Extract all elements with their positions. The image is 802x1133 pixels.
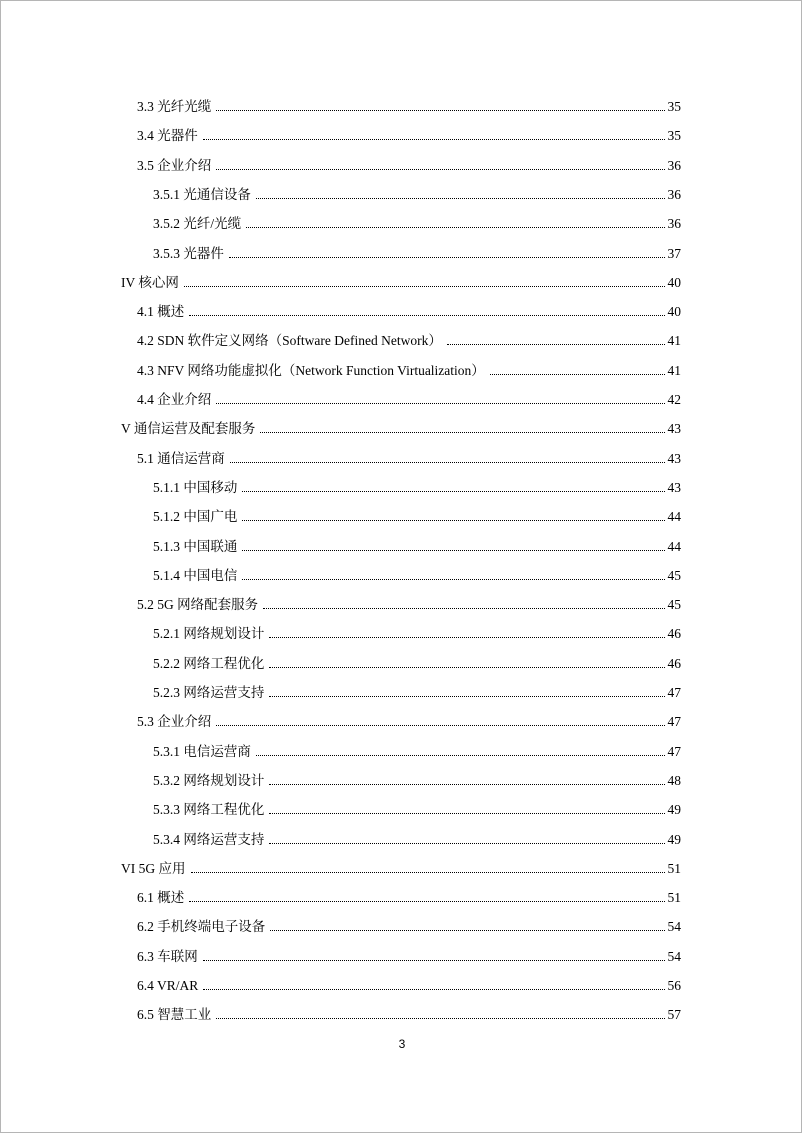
- toc-entry[interactable]: [153, 213, 681, 235]
- toc-entry-title: 5.2.3 网络运营支持: [153, 685, 265, 700]
- toc-entry-page-number: 47: [667, 685, 681, 700]
- toc-entry-title: 5.2.2 网络工程优化: [153, 655, 265, 671]
- toc-dot-leader: [216, 168, 664, 170]
- toc-entry[interactable]: [153, 506, 681, 528]
- toc-entry-title: 4.2 SDN 软件定义网络（Software Defined Network）: [137, 333, 442, 349]
- toc-entry[interactable]: [137, 301, 681, 323]
- toc-entry[interactable]: [137, 594, 681, 616]
- toc-entry-page-number: 37: [667, 245, 681, 261]
- toc-entry-page-number: 40: [667, 304, 681, 320]
- toc-entry-page-number: 35: [667, 99, 681, 114]
- toc-entry[interactable]: [153, 799, 681, 821]
- toc-entry-title: V 通信运营及配套服务: [121, 421, 256, 437]
- toc-entry[interactable]: [137, 711, 681, 733]
- toc-dot-leader: [242, 578, 664, 580]
- toc-entry[interactable]: [121, 418, 681, 440]
- toc-dot-leader: [242, 549, 664, 551]
- toc-entry[interactable]: [137, 330, 681, 352]
- toc-dot-leader: [242, 519, 664, 521]
- toc-dot-leader: [269, 783, 664, 785]
- toc-dot-leader: [189, 900, 664, 902]
- toc-entry-page-number: 51: [667, 860, 681, 876]
- toc-entry-title: 5.1 通信运营商: [137, 450, 225, 466]
- toc-dot-leader: [203, 988, 664, 990]
- toc-entry-page-number: 51: [667, 890, 681, 906]
- toc-entry-title: 4.3 NFV 网络功能虚拟化（Network Function Virtualization）: [137, 362, 485, 378]
- toc-entry-title: 5.3.1 电信运营商: [153, 743, 251, 759]
- toc-dot-leader: [203, 138, 665, 140]
- toc-entry-title: 5.1.4 中国电信: [153, 567, 238, 583]
- toc-entry-title: 5.1.3 中国联通: [153, 538, 238, 554]
- toc-entry[interactable]: [153, 565, 681, 587]
- toc-entry[interactable]: [137, 946, 681, 968]
- toc-entry-title: 5.2 5G 网络配套服务: [137, 597, 259, 613]
- toc-entry-page-number: 54: [667, 919, 681, 935]
- toc-dot-leader: [269, 666, 664, 668]
- toc-entry[interactable]: [137, 360, 681, 382]
- toc-entry-page-number: 49: [667, 831, 681, 847]
- toc-dot-leader: [242, 490, 664, 492]
- toc-dot-leader: [270, 929, 664, 931]
- toc-dot-leader: [216, 402, 664, 404]
- toc-entry[interactable]: [137, 389, 681, 411]
- toc-entry-title: 3.5.1 光通信设备: [153, 186, 251, 202]
- toc-entry-page-number: 36: [667, 157, 681, 173]
- toc-entry[interactable]: [153, 243, 681, 265]
- toc-entry-title: 6.1 概述: [137, 890, 185, 906]
- toc-entry-page-number: 56: [667, 978, 681, 993]
- toc-entry[interactable]: [121, 858, 681, 880]
- toc-dot-leader: [230, 461, 665, 463]
- toc-entry-title: 5.2.1 网络规划设计: [153, 626, 265, 642]
- toc-entry-page-number: 45: [667, 567, 681, 583]
- toc-entry[interactable]: [153, 682, 681, 704]
- toc-dot-leader: [269, 812, 664, 814]
- toc-entry[interactable]: [137, 155, 681, 177]
- toc-entry-page-number: 42: [667, 392, 681, 407]
- toc-entry-title: 3.5.2 光纤/光缆: [153, 216, 242, 232]
- toc-entry-page-number: 48: [667, 772, 681, 788]
- toc-dot-leader: [256, 754, 665, 756]
- toc-entry[interactable]: [153, 477, 681, 499]
- toc-entry-title: 4.4 企业介绍: [137, 392, 212, 407]
- toc-entry-page-number: 44: [667, 509, 681, 525]
- toc-entry[interactable]: [153, 829, 681, 851]
- toc-dot-leader: [263, 607, 664, 609]
- toc-entry-title: IV 核心网: [121, 274, 179, 290]
- toc-entry[interactable]: [137, 916, 681, 938]
- toc-entry-page-number: 46: [667, 626, 681, 642]
- toc-entry-title: 5.3.3 网络工程优化: [153, 802, 265, 818]
- toc-dot-leader: [191, 871, 665, 873]
- toc-entry-page-number: 46: [667, 655, 681, 671]
- toc-entry[interactable]: [153, 653, 681, 675]
- toc-dot-leader: [189, 314, 664, 316]
- toc-entry-page-number: 36: [667, 186, 681, 202]
- toc-entry[interactable]: [153, 623, 681, 645]
- toc-entry-page-number: 57: [667, 1007, 681, 1023]
- toc-entry[interactable]: [153, 536, 681, 558]
- toc-entry-title: 3.4 光器件: [137, 128, 198, 144]
- toc-entry-page-number: 54: [667, 948, 681, 964]
- toc-entry-page-number: 36: [667, 216, 681, 232]
- toc-dot-leader: [229, 256, 665, 258]
- toc-entry-title: 5.3.4 网络运营支持: [153, 831, 265, 847]
- toc-dot-leader: [246, 226, 664, 228]
- toc-entry-title: 6.4 VR/AR: [137, 978, 199, 993]
- toc-dot-leader: [269, 842, 664, 844]
- toc-entry-title: 6.3 车联网: [137, 948, 198, 964]
- toc-entry-page-number: 43: [667, 421, 681, 437]
- toc-entry[interactable]: [137, 1004, 681, 1026]
- toc-entry-page-number: 47: [667, 743, 681, 759]
- toc-entry-title: 5.3.2 网络规划设计: [153, 772, 265, 788]
- toc-entry-page-number: 40: [667, 274, 681, 290]
- toc-entry-page-number: 35: [667, 128, 681, 144]
- toc-entry[interactable]: [137, 96, 681, 118]
- toc-entry[interactable]: [137, 975, 681, 997]
- toc-entry-title: VI 5G 应用: [121, 860, 186, 876]
- toc-entry-title: 5.1.1 中国移动: [153, 479, 238, 495]
- toc-dot-leader: [447, 343, 665, 345]
- toc-entry-page-number: 43: [667, 479, 681, 495]
- toc-entry-title: 3.5.3 光器件: [153, 245, 224, 261]
- page-number: 3: [398, 1037, 406, 1051]
- toc-dot-leader: [269, 695, 664, 697]
- toc-entry-title: 5.3 企业介绍: [137, 714, 212, 730]
- toc-dot-leader: [216, 109, 664, 111]
- toc-entry-page-number: 45: [667, 597, 681, 613]
- toc-entry[interactable]: [153, 770, 681, 792]
- toc-entry[interactable]: [137, 448, 681, 470]
- toc-entry-title: 3.3 光纤光缆: [137, 99, 212, 114]
- toc-entry-page-number: 49: [667, 802, 681, 818]
- toc-dot-leader: [184, 285, 665, 287]
- toc-entry-title: 6.5 智慧工业: [137, 1007, 212, 1023]
- toc-dot-leader: [256, 197, 665, 199]
- toc-dot-leader: [203, 959, 665, 961]
- toc-entry-page-number: 41: [667, 333, 681, 349]
- toc-entry-page-number: 43: [667, 450, 681, 466]
- toc-dot-leader: [216, 724, 664, 726]
- toc-entry-page-number: 41: [667, 362, 681, 378]
- toc-dot-leader: [269, 636, 664, 638]
- toc-entry[interactable]: [153, 741, 681, 763]
- toc-entry-title: 4.1 概述: [137, 304, 185, 320]
- toc-dot-leader: [216, 1017, 664, 1019]
- toc-entry-title: 3.5 企业介绍: [137, 157, 212, 173]
- toc-entry-page-number: 44: [667, 538, 681, 554]
- toc-dot-leader: [260, 431, 664, 433]
- toc-entry-title: 6.2 手机终端电子设备: [137, 919, 266, 935]
- toc-entry[interactable]: [121, 272, 681, 294]
- toc-entry[interactable]: [153, 184, 681, 206]
- toc-entry[interactable]: [137, 887, 681, 909]
- toc-entry-page-number: 47: [667, 714, 681, 730]
- toc-entry-title: 5.1.2 中国广电: [153, 509, 238, 525]
- toc-dot-leader: [490, 373, 665, 375]
- toc-entry[interactable]: [137, 125, 681, 147]
